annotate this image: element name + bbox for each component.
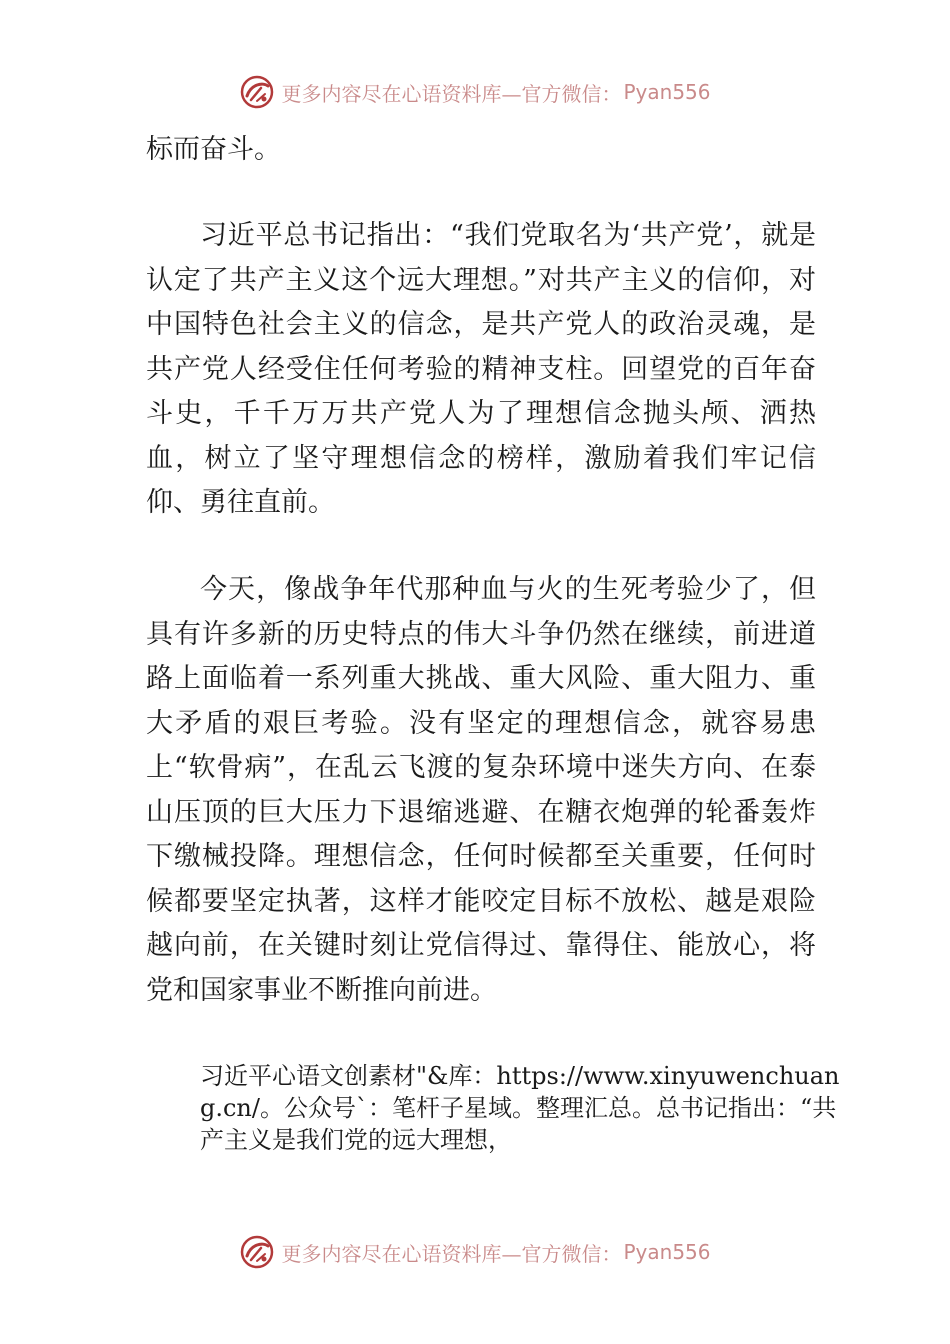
paragraph-today-struggle: 今天，像战争年代那种血与火的生死考验少了，但具有许多新的历史特点的伟大斗争仍然在继续，前进道路上面临着一系列重大挑战、重大风险、重大阻力、重大矛盾的艰巨考验。没有坚定的理想信念，就容易患上“软骨病”，在乱云飞渡的复杂环境中迷失方向、在泰山压顶的巨大压力下退缩逃避、在糖衣炮弹的轮番轰炸下缴械投降。理想信念，任何时候都至关重要，任何时候都要坚定执著，这样才能咬定目标不放松、越是艰险越向前，在关键时刻让党信得过、靠得住、能放心，将党和国家事业不断推向前进。 <box>146 574 816 1006</box>
footer-banner-text: 更多内容尽在心语资料库—官方微信： <box>281 1241 622 1266</box>
paragraph-continuation: 标而奋斗。 <box>146 134 281 165</box>
header-banner-wechat-id: Pyan556 <box>623 80 711 104</box>
footer-banner <box>0 1232 950 1272</box>
paragraph-ideal-belief: 习近平总书记指出：“我们党取名为‘共产党’，就是认定了共产主义这个远大理想。”对共产主义的信仰，对中国特色社会主义的信念，是共产党人的政治灵魂，是共产党人经受住任何考验的精神支柱。回望党的百年奋斗史，千千万万共产党人为了理想信念抛头颅、洒热血，树立了坚守理想信念的榜样，激励着我们牢记信仰、勇往直前。 <box>146 220 816 518</box>
footer-banner-wechat-id: Pyan556 <box>623 1240 711 1264</box>
header-banner <box>0 72 950 112</box>
source-note: 习近平心语文创素材"&库：https://www.xinyuwenchuang.cn/。公众号`：笔杆子星域。整理汇总。总书记指出：“共产主义是我们党的远大理想， <box>200 1062 840 1154</box>
header-banner-text: 更多内容尽在心语资料库—官方微信： <box>281 81 622 106</box>
red-seal-logo-icon <box>239 1234 275 1270</box>
red-seal-logo-icon <box>239 74 275 110</box>
